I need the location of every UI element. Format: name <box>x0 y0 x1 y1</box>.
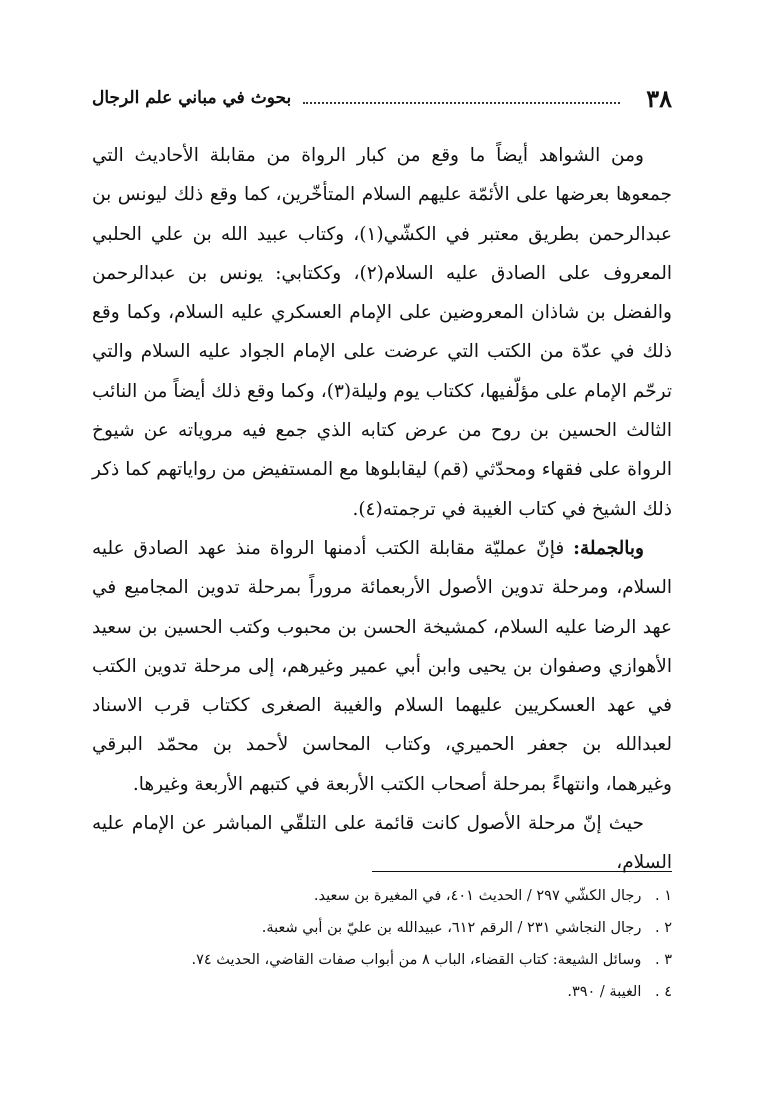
footnote-3 <box>92 944 672 976</box>
footnote-text: رجال الكشّي ٢٩٧ / الحديث ٤٠١، في المغيرة بن سعيد. <box>313 888 642 904</box>
footnote-text: الغيبة / ٣٩٠. <box>567 984 642 1000</box>
footnote-number: ٢ . <box>654 920 672 936</box>
footnote-2 <box>92 912 672 944</box>
footnotes <box>92 880 672 1008</box>
paragraph-3-text: حيث إنّ مرحلة الأصول كانت قائمة على التلقّي المباشر عن الإمام عليه السلام، <box>92 813 672 874</box>
footnote-4 <box>92 976 672 1008</box>
paragraph-1-text: ومن الشواهد أيضاً ما وقع من كبار الرواة من مقابلة الأحاديث التي جمعوها بعرضها على الأئمّة عليهم السلام المتأخّرين، كما وقع ذلك ليونس بن عبدالرحمن بطريق معتبر في الكشّي(١)، وكتاب عبيد الله بن علي الحلبي المعروف على الصادق عليه السلام(٢)، وككتابي: يونس بن عبدالرحمن والفضل بن شاذان المعروضين على الإمام العسكري عليه السلام، وكما وقع ذلك في عدّة من الكتب التي عرضت على الإمام الجواد عليه السلام والتي ترحّم الإمام على مؤلّفيها، ككتاب يوم وليلة(٣)، وكما وقع ذلك أيضاً من النائب الثالث الحسين بن روح من عرض كتابه الذي جمع فيه مروياته عن شيوخ الرواة على فقهاء ومحدّثي (قم) ليقابلوها مع المستفيض من رواياتهم كما ذكر ذلك الشيخ في كتاب الغيبة في ترجمته(٤). <box>92 145 672 520</box>
header-dot-leader <box>303 102 620 104</box>
footnote-number: ١ . <box>654 888 672 904</box>
page-number: ٣٨ <box>646 83 672 113</box>
body-text <box>92 136 672 883</box>
paragraph-2-text: فإنّ عمليّة مقابلة الكتب أدمنها الرواة منذ عهد الصادق عليه السلام، ومرحلة تدوين الأصول الأربعمائة مروراً بمرحلة تدوين المجاميع في عهد الرضا عليه السلام، كمشيخة الحسن بن محبوب وكتب الحسين بن سعيد الأهوازي وصفوان بن يحيى وابن أبي عمير وغيرهم، إلى مرحلة تدوين الكتب في عهد العسكريين عليهما السلام والغيبة الصغرى ككتاب قرب الاسناد لعبدالله بن جعفر الحميري، وكتاب المحاسن لأحمد بن محمّد البرقي وغيرهما، وانتهاءً بمرحلة أصحاب الكتب الأربعة في كتبهم الأربعة وغيرها. <box>92 537 672 795</box>
page-header <box>92 80 672 116</box>
footnote-text: رجال النجاشي ٢٣١ / الرقم ٦١٢، عبيدالله بن عليّ بن أبي شعبة. <box>261 920 642 936</box>
footnote-separator <box>372 871 672 872</box>
running-title: بحوث في مباني علم الرجال <box>92 88 292 108</box>
paragraph-1 <box>92 136 672 529</box>
footnote-text: وسائل الشيعة: كتاب القضاء، الباب ٨ من أبواب صفات القاضي، الحديث ٧٤. <box>191 952 642 968</box>
footnote-1 <box>92 880 672 912</box>
footnote-number: ٣ . <box>654 952 672 968</box>
paragraph-2-lead: وبالجملة: <box>573 537 644 559</box>
paragraph-2 <box>92 529 672 804</box>
footnote-number: ٤ . <box>654 984 672 1000</box>
